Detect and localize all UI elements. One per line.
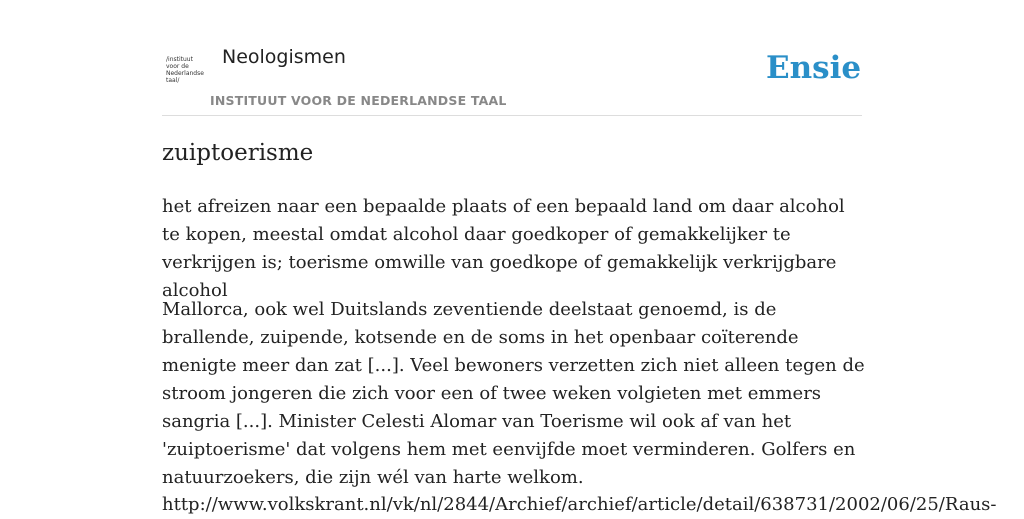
publisher-name: INSTITUUT VOOR DE NEDERLANDSE TAAL — [210, 93, 507, 108]
site-name[interactable]: Neologismen — [222, 46, 346, 68]
header-divider — [162, 115, 862, 116]
page-title: zuiptoerisme — [162, 140, 314, 166]
instituut-logo[interactable]: /instituut voor de Nederlandse taal/ — [166, 56, 204, 84]
brand-logo[interactable]: Ensie — [766, 50, 862, 86]
source-link[interactable]: http://www.volkskrant.nl/vk/nl/2844/Archief/archief/article/detail/638731/2002/06/25/Raus- — [162, 494, 997, 515]
example-quote: Mallorca, ook wel Duitslands zeventiende deelstaat genoemd, is de brallende, zuipende, kotsende en de soms in het openbaar coïterende menigte meer dan zat [...]. Veel bewoners verzetten zich niet alleen tegen de stroom jongeren die zich voor een of twee weken volgieten met emmers sangria [...]. Minister Celesti Alomar van Toerisme wil ook af van het 'zuiptoerisme' dat volgens hem met eenvijfde moet verminderen. Golfers en natuurzoekers, die zijn wél van harte welkom. — [162, 299, 865, 488]
definition-text: het afreizen naar een bepaalde plaats of een bepaald land om daar alcohol te kopen, meestal omdat alcohol daar goedkoper of gemakkelijker te verkrijgen is; toerisme omwille van goedkope of gemakkelijk verkrijgbare alcohol — [162, 196, 845, 301]
